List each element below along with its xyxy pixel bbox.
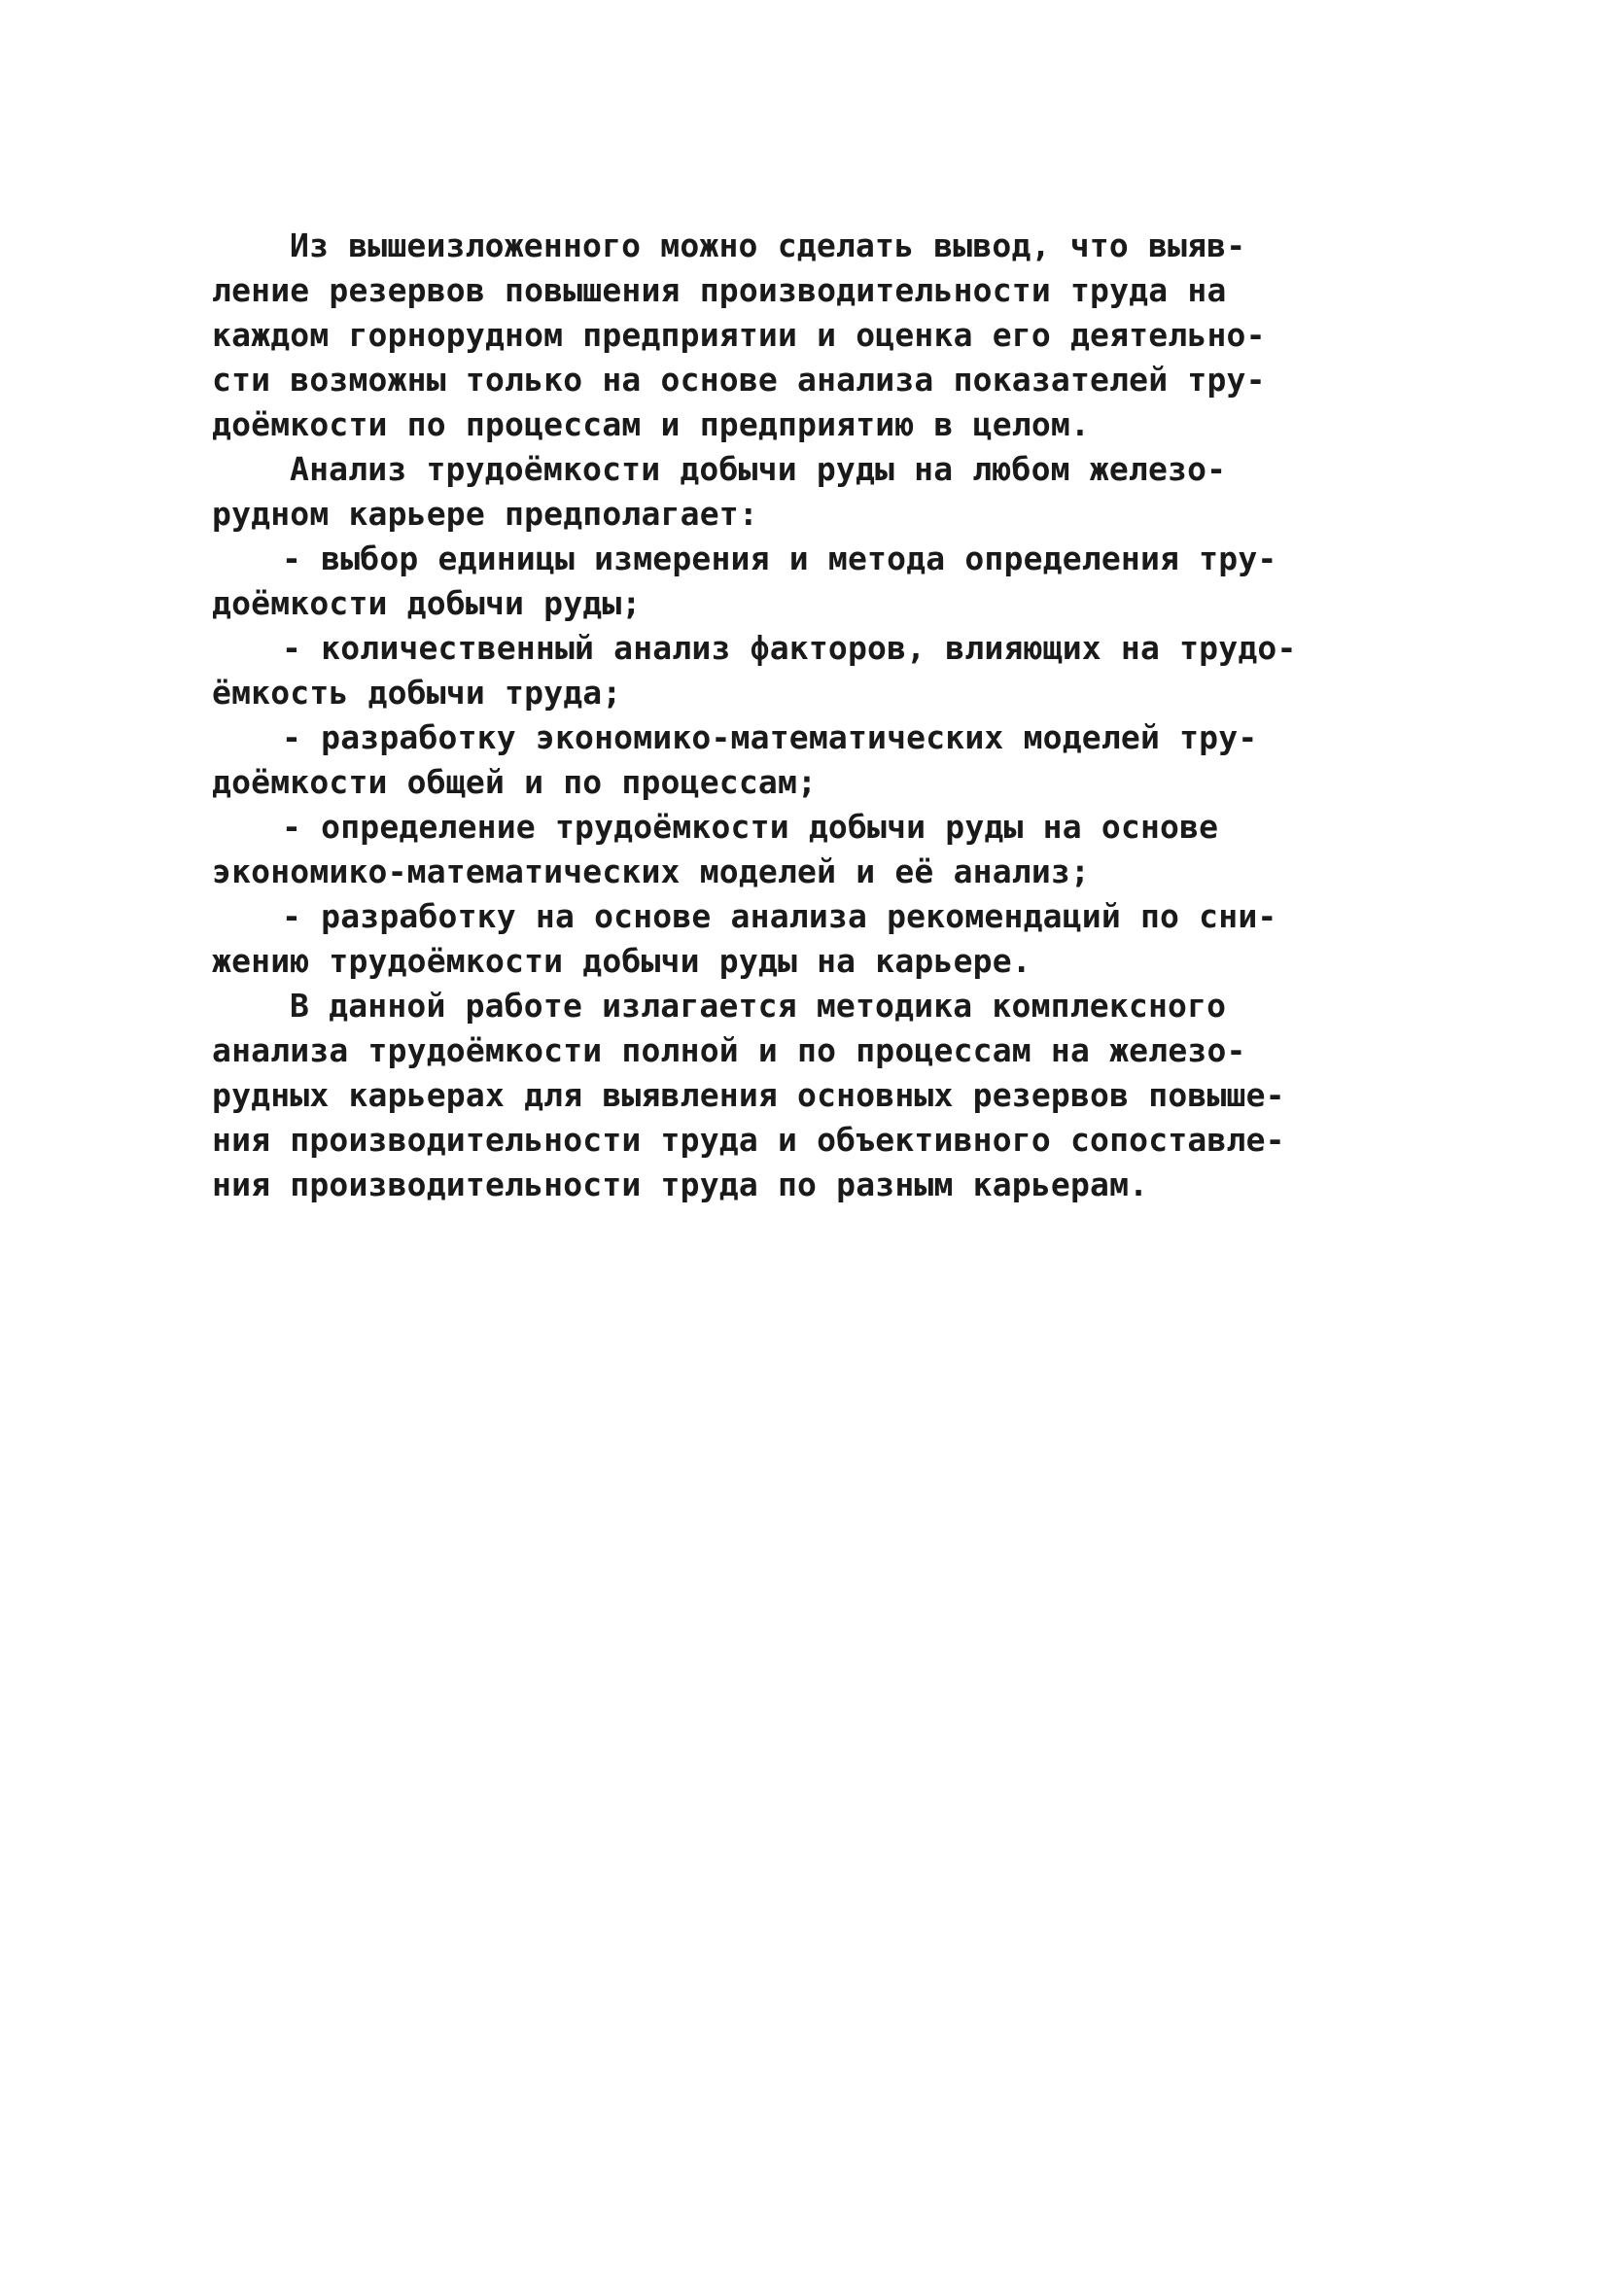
paragraph-line: ление резервов повышения производительности труда на [212,271,1227,309]
list-item-line: ёмкость добычи труда; [212,674,622,712]
paragraph-line: ния производительности труда по разным карьерам. [212,1165,1149,1203]
paragraph-line: Анализ трудоёмкости добычи руды на любом железо- [290,450,1227,488]
paragraph-line: доёмкости по процессам и предприятию в целом. [212,405,1091,443]
list-item-line: жению трудоёмкости добычи руды на карьере. [212,942,1031,980]
list-item-line: - разработку экономико-математических моделей тру- [282,718,1258,756]
paragraph-line: анализа трудоёмкости полной и по процессам на железо- [212,1031,1246,1069]
list-item-line: доёмкости общей и по процессам; [212,763,818,801]
paragraph-line: Из вышеизложенного можно сделать вывод, что выяв- [290,226,1246,264]
paragraph-line: ния производительности труда и объективного сопоставле- [212,1121,1285,1159]
list-item-line: доёмкости добычи руды; [212,584,642,622]
paragraph-line: сти возможны только на основе анализа показателей тру- [212,361,1266,399]
list-item-line: - количественный анализ факторов, влияющих на трудо- [282,629,1297,667]
list-item-line: - определение трудоёмкости добычи руды на основе [282,808,1219,846]
list-item-line: экономико-математических моделей и её анализ; [212,852,1091,890]
paragraph-line: каждом горнорудном предприятии и оценка его деятельно- [212,316,1266,354]
body-text [212,224,1427,1207]
list-item-line: - разработку на основе анализа рекомендаций по сни- [282,897,1277,935]
paragraph-line: В данной работе излагается методика комплексного [290,987,1227,1025]
paragraph-line: рудных карьерах для выявления основных резервов повыше- [212,1076,1285,1114]
paragraph-line: рудном карьере предполагает: [212,495,758,533]
list-item-line: - выбор единицы измерения и метода определения тру- [282,539,1277,577]
